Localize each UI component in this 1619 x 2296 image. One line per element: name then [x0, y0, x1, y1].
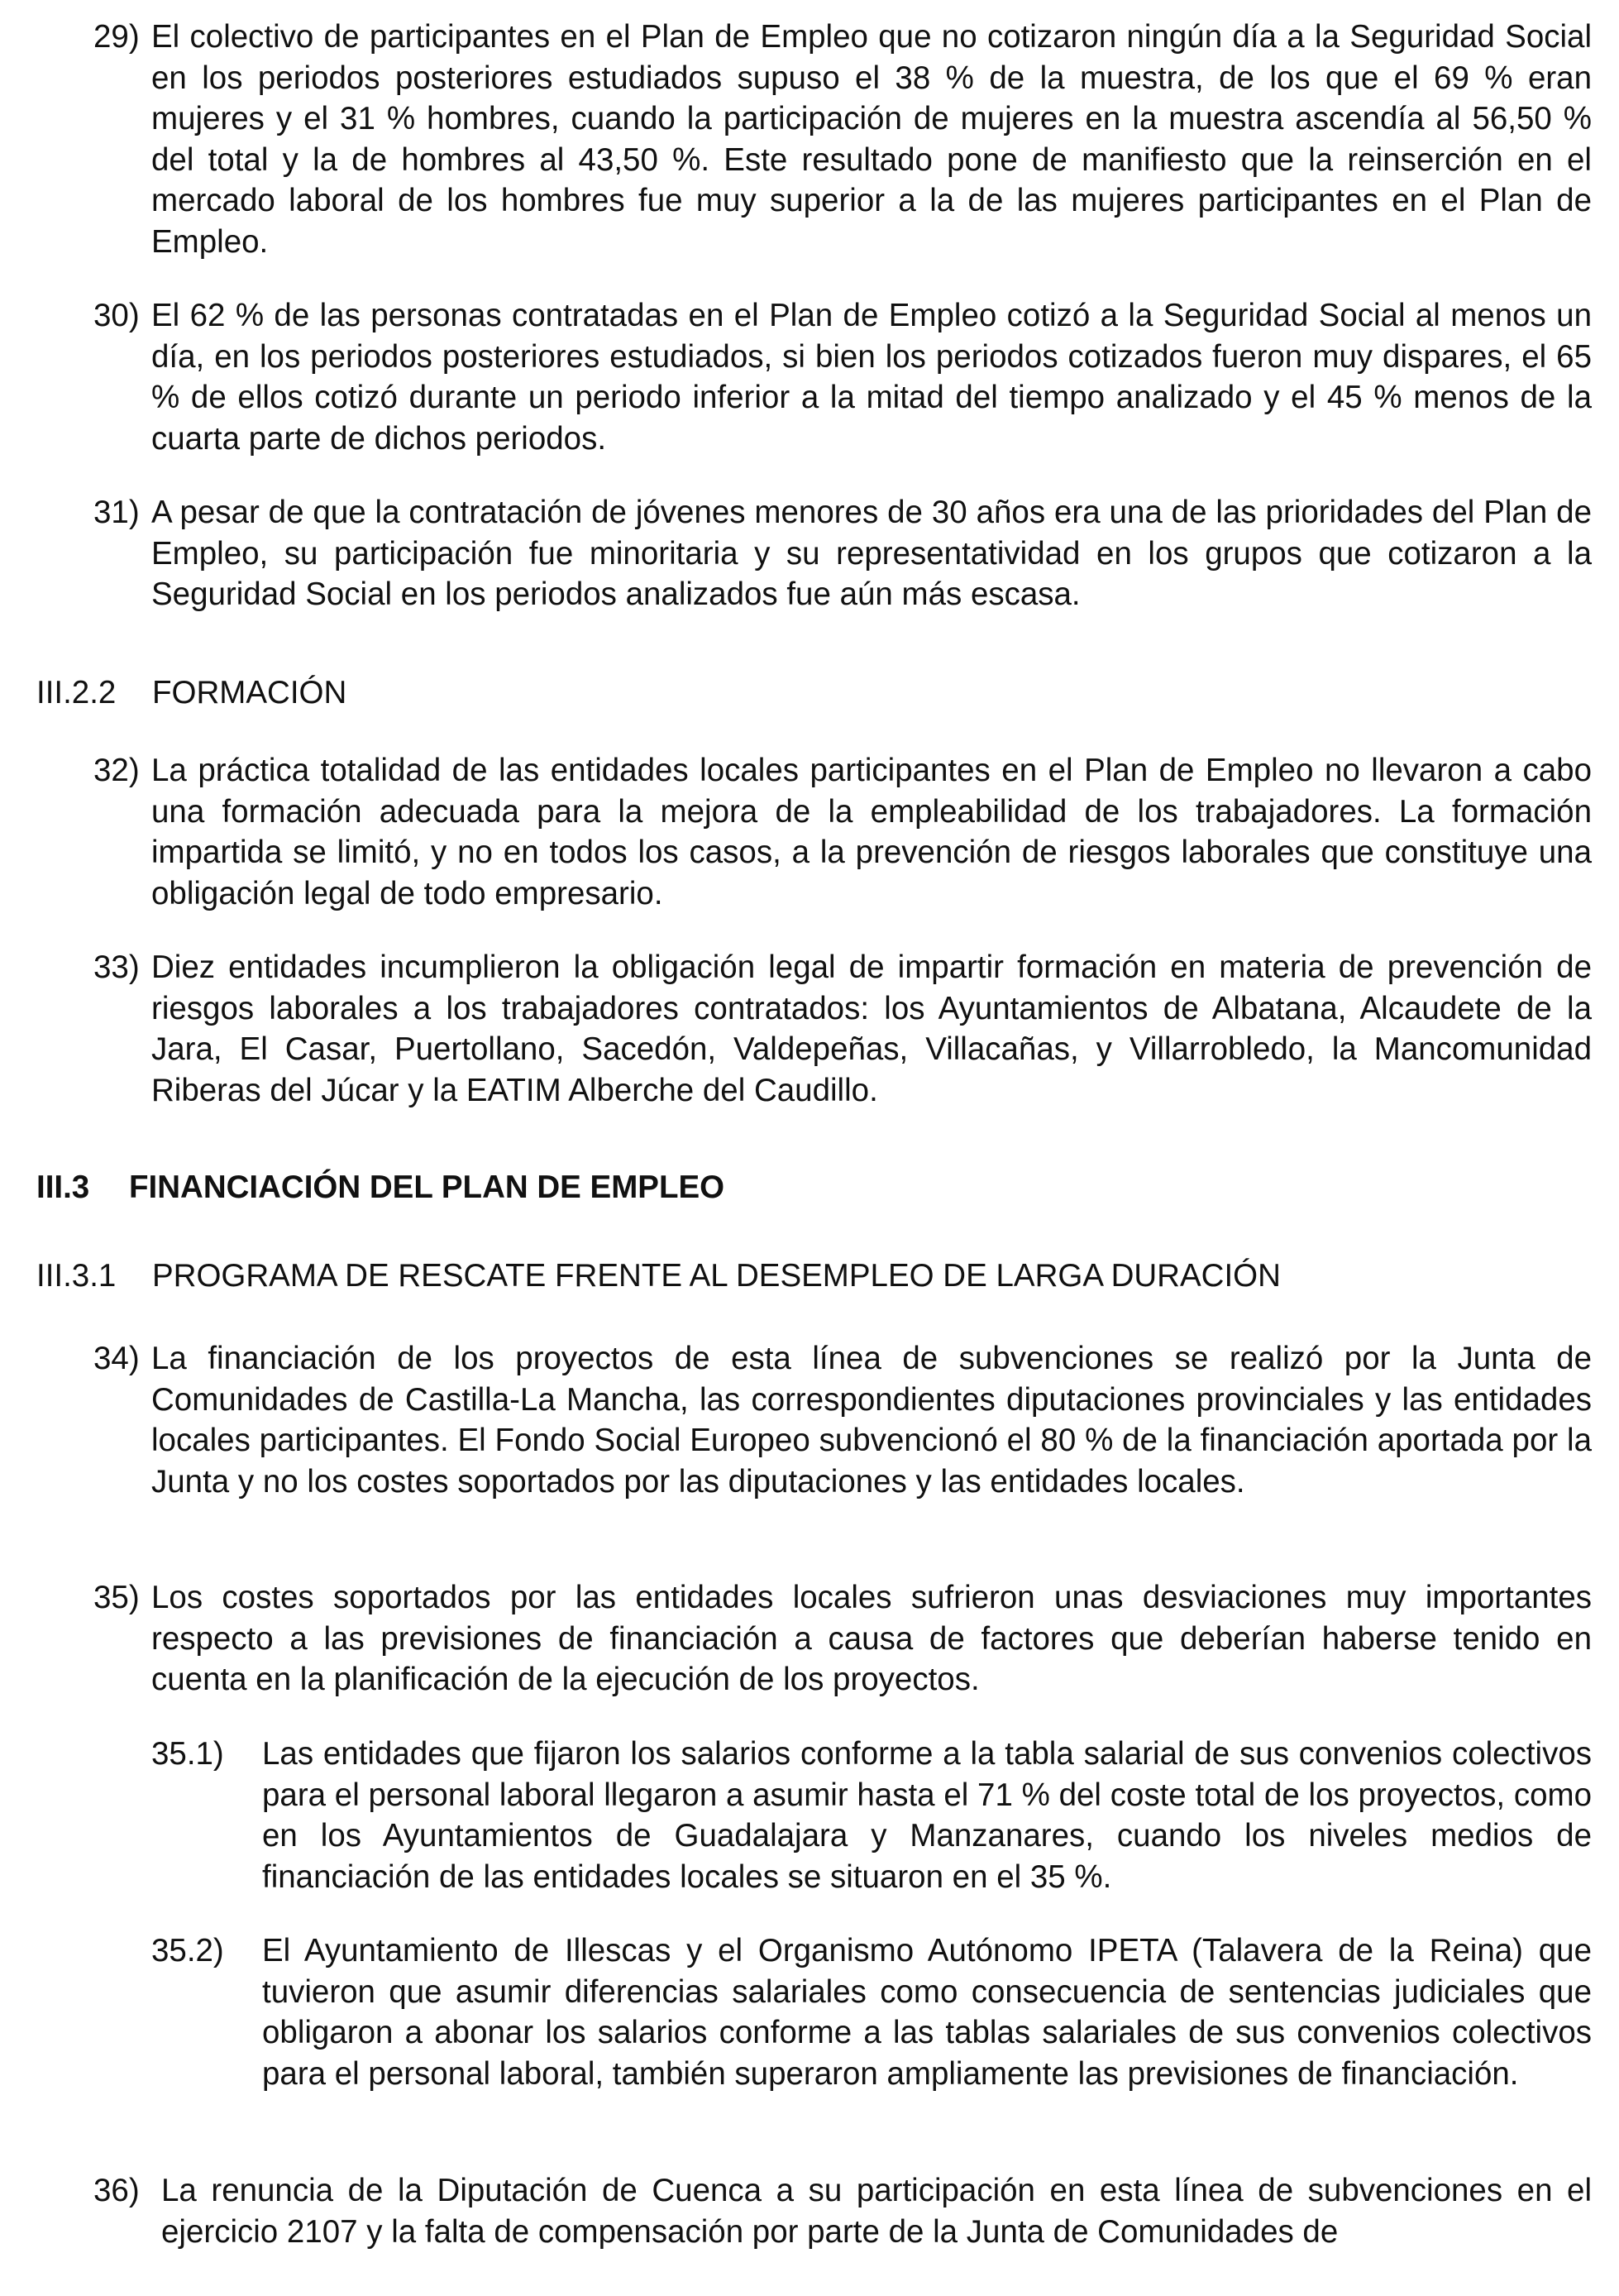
heading-code: III.3.1: [36, 1258, 117, 1294]
paragraph-number: 33): [93, 949, 140, 985]
section-heading-financiacion: [36, 1167, 724, 1208]
paragraph-text: Las entidades que fijaron los salarios conforme a la tabla salarial de sus convenios colectivos para el personal laboral llegaron a asumir hasta el 71 % del coste total de los proyectos, como en los Ayuntamientos de Guadalajara y Manzanares, cuando los niveles medios de financiación de las entidades locales se situaron en el 35 %.: [262, 1736, 1592, 1895]
subparagraph-35-1: [151, 1734, 1592, 1897]
paragraph-text: Diez entidades incumplieron la obligación legal de impartir formación en materia de prevención de riesgos laborales a los trabajadores contratados: los Ayuntamientos de Albatana, Alcaudete de la Jara, El Casar, Puertollano, Sacedón, Valdepeñas, Villacañas, y Villarrobledo, la Mancomunidad Riberas del Júcar y la EATIM Alberche del Caudillo.: [151, 949, 1592, 1108]
paragraph-31: [93, 492, 1592, 615]
paragraph-number: 32): [93, 753, 140, 788]
paragraph-text: El 62 % de las personas contratadas en el Plan de Empleo cotizó a la Seguridad Social al menos un día, en los periodos posteriores estudiados, si bien los periodos cotizados fueron muy dispares, el 65 % de ellos cotizó durante un periodo inferior a la mitad del tiempo analizado y el 45 % menos de la cuarta parte de dichos periodos.: [151, 298, 1592, 457]
heading-code: III.3: [36, 1170, 90, 1205]
paragraph-text: La renuncia de la Diputación de Cuenca a su participación en esta línea de subvenciones en el ejercicio 2107 y la falta de compensación por parte de la Junta de Comunidades de: [161, 2173, 1592, 2250]
paragraph-number: 36): [93, 2173, 140, 2208]
paragraph-number: 35.1): [151, 1736, 224, 1772]
heading-code: III.2.2: [36, 675, 117, 710]
subsection-heading-programa: [36, 1256, 1592, 1297]
paragraph-35: [93, 1577, 1592, 1700]
paragraph-text: La práctica totalidad de las entidades locales participantes en el Plan de Empleo no llevaron a cabo una formación adecuada para la mejora de la empleabilidad de los trabajadores. La formación impartida se limitó, y no en todos los casos, a la prevención de riesgos laborales que constituye una obligación legal de todo empresario.: [151, 753, 1592, 911]
paragraph-number: 34): [93, 1341, 140, 1376]
paragraph-text: A pesar de que la contratación de jóvenes menores de 30 años era una de las prioridades del Plan de Empleo, su participación fue minoritaria y su representatividad en los grupos que cotizaron a la Seguridad Social en los periodos analizados fue aún más escasa.: [151, 495, 1592, 612]
paragraph-text: La financiación de los proyectos de esta línea de subvenciones se realizó por la Junta de Comunidades de Castilla-La Mancha, las correspondientes diputaciones provinciales y las entidades locales participantes. El Fondo Social Europeo subvencionó el 80 % de la financiación aportada por la Junta y no los costes soportados por las diputaciones y las entidades locales.: [151, 1341, 1592, 1500]
paragraph-32: [93, 750, 1592, 914]
paragraph-number: 30): [93, 298, 140, 333]
paragraph-number: 29): [93, 19, 140, 55]
paragraph-36: [93, 2170, 1592, 2252]
paragraph-30: [93, 295, 1592, 459]
paragraph-29: [93, 17, 1592, 262]
paragraph-text: Los costes soportados por las entidades locales sufrieron unas desviaciones muy importantes respecto a las previsiones de financiación a causa de factores que deberían haberse tenido en cuenta en la planificación de la ejecución de los proyectos.: [151, 1580, 1592, 1697]
paragraph-text: El Ayuntamiento de Illescas y el Organismo Autónomo IPETA (Talavera de la Reina) que tuvieron que asumir diferencias salariales como consecuencia de sentencias judiciales que obligaron a abonar los salarios conforme a las tablas salariales de sus convenios colectivos para el personal laboral, también superaron ampliamente las previsiones de financiación.: [262, 1933, 1592, 2092]
paragraph-number: 31): [93, 495, 140, 530]
paragraph-33: [93, 947, 1592, 1111]
paragraph-text: El colectivo de participantes en el Plan de Empleo que no cotizaron ningún día a la Seguridad Social en los periodos posteriores estudiados supuso el 38 % de la muestra, de los que el 69 % eran mujeres y el 31 % hombres, cuando la participación de mujeres en la muestra ascendía al 56,50 % del total y la de hombres al 43,50 %. Este resultado pone de manifiesto que la reinserción en el mercado laboral de los hombres fue muy superior a la de las mujeres participantes en el Plan de Empleo.: [151, 19, 1592, 260]
paragraph-number: 35): [93, 1580, 140, 1615]
heading-title: PROGRAMA DE RESCATE FRENTE AL DESEMPLEO DE LARGA DURACIÓN: [152, 1258, 1281, 1294]
paragraph-number: 35.2): [151, 1933, 224, 1968]
section-heading-formacion: [36, 672, 346, 714]
heading-title: FORMACIÓN: [152, 675, 347, 710]
heading-title: FINANCIACIÓN DEL PLAN DE EMPLEO: [129, 1170, 725, 1205]
paragraph-34: [93, 1338, 1592, 1502]
subparagraph-35-2: [151, 1930, 1592, 2094]
